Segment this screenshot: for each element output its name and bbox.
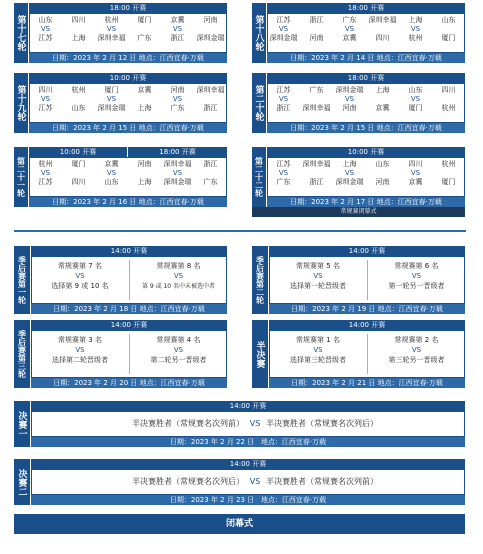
team: 江苏: [276, 86, 291, 94]
playoff-round-2-block: [252, 246, 465, 314]
team: 河南: [203, 16, 218, 24]
team: 广东: [137, 34, 152, 42]
vs-label: VS: [173, 272, 184, 280]
team: 浙江: [203, 160, 218, 168]
team: 杭州: [408, 34, 423, 42]
playoff-round-3-block: [14, 320, 227, 388]
team: 江苏: [38, 104, 53, 112]
team: 四川: [71, 178, 86, 186]
final-1-block: [14, 401, 465, 447]
team: 河南: [137, 160, 152, 168]
round-20-label: 第二十轮: [252, 73, 266, 133]
matchup-right-bottom: 第三轮另一晋级者: [388, 356, 445, 364]
vs-label: VS: [106, 169, 117, 177]
vs-label: VS: [313, 272, 323, 280]
vs-label: VS: [106, 95, 117, 103]
semifinal-date: 日期：2023 年 2 月 21 日 地点：江西宜春·万载: [269, 378, 465, 388]
round-18-time: 18:00 开赛: [267, 3, 465, 13]
final-2-date: [31, 495, 465, 505]
vs-label: VS: [278, 169, 289, 177]
team: 京冀: [104, 160, 119, 168]
team: 江苏: [276, 160, 291, 168]
matchup-right-top: 常规赛第 6 名: [394, 262, 439, 270]
team: 浙江: [276, 104, 291, 112]
playoff-round-1-time: 14:00 开赛: [31, 246, 227, 256]
final-1-place-text: 地点：江西宜春·万载: [260, 438, 327, 446]
team: 河南: [170, 86, 185, 94]
team: 杭州: [71, 86, 86, 94]
playoff-round-1-date: 日期：2023 年 2 月 18 日 地点：江西宜春·万载: [31, 304, 227, 314]
playoff-round-2-time: 14:00 开赛: [269, 246, 465, 256]
team: 四川: [38, 86, 53, 94]
team: 京冀: [408, 178, 423, 186]
vs-label: VS: [278, 25, 289, 33]
team: 山东: [38, 16, 53, 24]
matchup-left-bottom: 选择第一轮晋级者: [290, 282, 346, 290]
team: 京冀: [137, 86, 152, 94]
round-17-date: 日期：2023 年 2 月 12 日 地点：江西宜春·万载: [29, 53, 227, 63]
vs-label: VS: [411, 346, 422, 354]
team: 深圳幸福: [97, 34, 126, 42]
team: 深圳金瑞: [269, 34, 298, 42]
round-21-label: 第二十一轮: [14, 147, 28, 207]
regular-season-closing-note: 常规赛闭幕式: [252, 207, 465, 217]
team: 江苏: [38, 178, 53, 186]
team: 四川: [408, 160, 423, 168]
playoff-round-2-date: 日期：2023 年 2 月 19 日 地点：江西宜春·万载: [269, 304, 465, 314]
playoff-round-1-block: [14, 246, 227, 314]
team: 深圳幸福: [302, 104, 331, 112]
playoff-round-3-label: 季后赛第三轮: [14, 320, 30, 388]
team: 杭州: [38, 160, 53, 168]
round-17-label: 第十七轮: [14, 3, 28, 63]
round-20-block: [252, 73, 465, 133]
vs-label: VS: [106, 25, 117, 33]
matchup-right-bottom: 第 9 或 10 名中未被选中者: [141, 283, 216, 290]
team: 山东: [375, 160, 390, 168]
matchup-left-top: 常规赛第 7 名: [58, 262, 102, 270]
playoff-round-3-date: 日期：2023 年 2 月 20 日 地点：江西宜春·万载: [31, 378, 227, 388]
team: 广东: [276, 178, 291, 186]
team: 上海: [71, 34, 86, 42]
final-1-time: 14:00 开赛: [31, 401, 465, 411]
vs-label: VS: [173, 346, 184, 354]
team: 河南: [375, 178, 390, 186]
vs-label: VS: [410, 169, 421, 177]
team: 厦门: [137, 16, 152, 24]
vs-label: VS: [75, 346, 85, 354]
playoff-round-3-time: 14:00 开赛: [31, 320, 227, 330]
final-1-date: [31, 437, 465, 447]
round-19-time: 10:00 开赛: [29, 73, 227, 83]
team: 深圳幸福: [302, 160, 331, 168]
team: 河南: [342, 104, 357, 112]
team: 深圳金瑞: [97, 104, 126, 112]
round-22-label: 第二十二轮: [252, 147, 266, 207]
round-19-date: 日期：2023 年 2 月 15 日 地点：江西宜春·万载: [29, 123, 227, 133]
vs-label: VS: [40, 95, 51, 103]
vs-label: VS: [172, 95, 183, 103]
matchup-left-top: 常规赛第 5 名: [296, 262, 340, 270]
team: 深圳金瑞: [163, 178, 192, 186]
vs-label: VS: [411, 272, 422, 280]
round-21-time-morning: 10:00 开赛: [29, 147, 127, 157]
team: 深圳幸福: [196, 86, 225, 94]
round-21-time-evening: 18:00 开赛: [128, 147, 227, 157]
final-1-team-left: 半决赛胜者（常规赛名次列前）: [132, 419, 244, 428]
team: 厦门: [441, 178, 456, 186]
vs-label: VS: [75, 272, 85, 280]
vs-label: VS: [410, 95, 421, 103]
team: 河南: [309, 34, 324, 42]
matchup-left-bottom: 选择第三轮晋级者: [290, 356, 346, 364]
playoff-round-1-label: 季后赛第一轮: [14, 246, 30, 314]
final-2-date-text: 日期：2023 年 2 月 23 日: [169, 496, 255, 504]
team: 上海: [408, 16, 423, 24]
round-21-date: 日期：2023 年 2 月 16 日 地点：江西宜春·万载: [29, 197, 227, 207]
round-19-label: 第十九轮: [14, 73, 28, 133]
vs-label: VS: [249, 419, 261, 428]
final-2-team-right: 半决赛胜者（常规赛名次列前）: [266, 477, 378, 486]
final-2-place-text: 地点：江西宜春·万载: [260, 496, 327, 504]
team: 上海: [137, 178, 152, 186]
team: 深圳金瑞: [196, 34, 225, 42]
team: 厦门: [408, 104, 423, 112]
team: 四川: [441, 86, 456, 94]
round-19-block: [14, 73, 227, 133]
matchup-right-bottom: 第一轮另一晋级者: [388, 282, 445, 290]
playoff-round-2-label: 季后赛第二轮: [252, 246, 268, 314]
round-21-block: [14, 147, 227, 207]
team: 杭州: [441, 160, 456, 168]
team: 上海: [137, 104, 152, 112]
team: 浙江: [309, 178, 324, 186]
vs-label: VS: [40, 25, 51, 33]
semifinal-label: 半决赛: [252, 320, 268, 388]
team: 四川: [71, 16, 86, 24]
matchup-right-top: 常规赛第 8 名: [156, 262, 201, 270]
team: 京冀: [375, 104, 390, 112]
round-20-time: 18:00 开赛: [267, 73, 465, 83]
vs-label: VS: [278, 95, 289, 103]
final-2-team-left: 半决赛胜者（常规赛名次列后）: [132, 477, 244, 486]
team: 浙江: [309, 16, 324, 24]
final-1-date-text: 日期：2023 年 2 月 22 日: [169, 438, 255, 446]
final-1-label: 决赛一: [14, 401, 30, 447]
team: 厦门: [71, 160, 86, 168]
vs-label: VS: [344, 169, 355, 177]
team: 上海: [375, 86, 390, 94]
final-2-block: [14, 459, 465, 505]
team: 上海: [342, 160, 357, 168]
section-divider: [14, 230, 466, 232]
team: 广东: [309, 86, 324, 94]
team: 深圳幸福: [163, 160, 192, 168]
semifinal-time: 14:00 开赛: [269, 320, 465, 330]
matchup-left-bottom: 选择第 9 或 10 名: [51, 282, 109, 290]
matchup-left-top: 常规赛第 1 名: [296, 336, 340, 344]
team: 江苏: [276, 16, 291, 24]
round-22-block: [252, 147, 465, 217]
vs-label: VS: [410, 25, 421, 33]
team: 厦门: [104, 86, 119, 94]
round-18-label: 第十八轮: [252, 3, 266, 63]
semifinal-block: [252, 320, 465, 388]
round-18-date: 日期：2023 年 2 月 14 日 地点：江西宜春·万载: [267, 53, 465, 63]
team: 山东: [104, 178, 119, 186]
vs-label: VS: [344, 95, 355, 103]
team: 山东: [441, 16, 456, 24]
closing-ceremony-banner: 闭幕式: [14, 514, 465, 534]
round-18-block: [252, 3, 465, 63]
team: 厦门: [441, 34, 456, 42]
vs-label: VS: [172, 169, 183, 177]
team: 广东: [203, 178, 218, 186]
team: 山东: [408, 86, 423, 94]
vs-label: VS: [40, 169, 51, 177]
team: 杭州: [441, 104, 456, 112]
team: 广东: [342, 16, 357, 24]
team: 京冀: [170, 16, 185, 24]
matchup-right-bottom: 第二轮另一晋级者: [150, 356, 207, 364]
matchup-right-top: 常规赛第 2 名: [394, 336, 439, 344]
final-1-team-right: 半决赛胜者（常规赛名次列后）: [266, 419, 378, 428]
team: 山东: [71, 104, 86, 112]
round-22-date: 日期：2023 年 2 月 17 日 地点：江西宜春·万载: [267, 197, 465, 207]
vs-label: VS: [313, 346, 323, 354]
team: 深圳金瑞: [335, 86, 364, 94]
round-17-time: 18:00 开赛: [29, 3, 227, 13]
round-17-block: [14, 3, 227, 63]
vs-label: VS: [344, 25, 355, 33]
matchup-left-top: 常规赛第 3 名: [58, 336, 102, 344]
team: 四川: [375, 34, 390, 42]
matchup-right-top: 常规赛第 4 名: [156, 336, 201, 344]
vs-label: VS: [249, 477, 261, 486]
matchup-left-bottom: 选择第二轮晋级者: [52, 356, 108, 364]
round-22-time: 10:00 开赛: [267, 147, 465, 157]
team: 深圳金瑞: [335, 178, 364, 186]
team: 江苏: [38, 34, 53, 42]
team: 京冀: [342, 34, 357, 42]
round-20-date: 日期：2023 年 2 月 15 日 地点：江西宜春·万载: [267, 123, 465, 133]
final-2-label: 决赛二: [14, 459, 30, 505]
team: 广东: [170, 104, 185, 112]
team: 浙江: [203, 104, 218, 112]
vs-label: VS: [172, 25, 183, 33]
team: 浙江: [170, 34, 185, 42]
team: 杭州: [104, 16, 119, 24]
team: 深圳幸福: [368, 16, 397, 24]
final-2-time: 14:00 开赛: [31, 459, 465, 469]
